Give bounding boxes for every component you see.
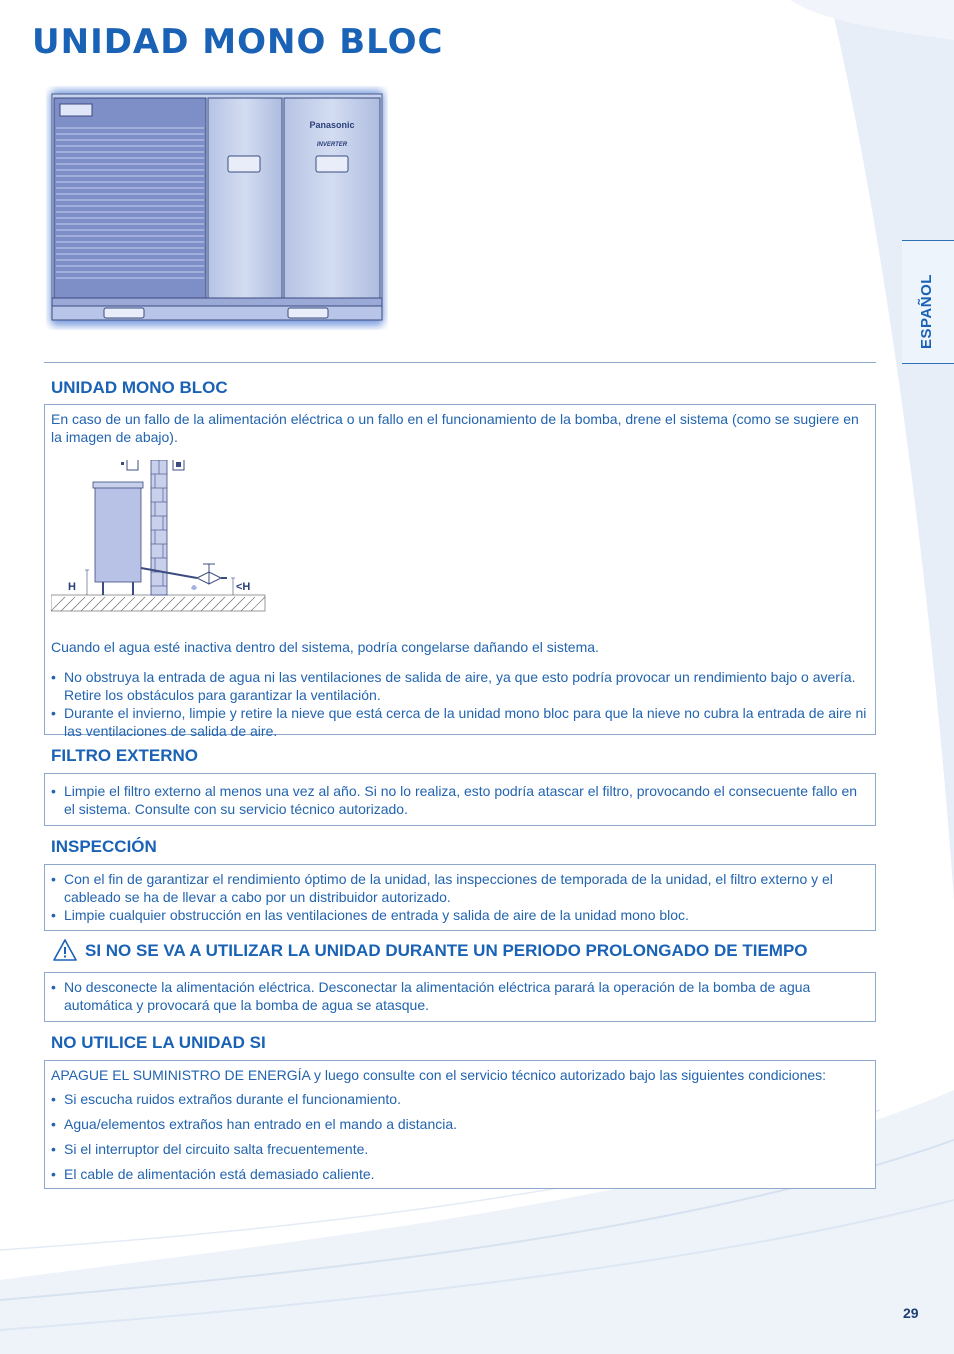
page-title: UNIDAD MONO BLOC bbox=[32, 22, 444, 62]
list-item: • Limpie cualquier obstrucción en las ventilaciones de entrada y salida de aire de la unidad mono bloc. bbox=[51, 906, 869, 924]
filter-bullets bbox=[51, 782, 869, 818]
list-item: • Si el interruptor del circuito salta frecuentemente. bbox=[51, 1140, 869, 1158]
list-item: • No desconecte la alimentación eléctrica. Desconectar la alimentación eléctrica parará la operación de la bomba de agua automática y provocará que la bomba de agua se atasque. bbox=[51, 978, 869, 1014]
mono-bloc-box bbox=[44, 404, 876, 739]
svg-text:INVERTER: INVERTER bbox=[316, 142, 348, 148]
list-item: • Agua/elementos extraños han entrado en el mando a distancia. bbox=[51, 1115, 869, 1133]
svg-text:H: H bbox=[68, 581, 76, 593]
long-period-bullets bbox=[51, 978, 869, 1014]
section-heading-mono-bloc: UNIDAD MONO BLOC bbox=[51, 378, 228, 397]
divider bbox=[44, 362, 876, 363]
list-item: • No obstruya la entrada de agua ni las ventilaciones de salida de aire, ya que esto podría provocar un rendimiento bajo o avería. Retire los obstáculos para garantizar la ventilación. bbox=[51, 668, 869, 704]
inspection-bullets bbox=[51, 870, 869, 924]
do-not-use-box bbox=[44, 1060, 876, 1189]
language-label: ESPAÑOL bbox=[918, 274, 935, 349]
warning-icon bbox=[52, 938, 78, 962]
list-item: • Durante el invierno, limpie y retire la nieve que está cerca de la unidad mono bloc para que la nieve no cubra la entrada de aire ni las ventilaciones de salida de aire. bbox=[51, 704, 869, 740]
list-item: • Con el fin de garantizar el rendimiento óptimo de la unidad, las inspecciones de temporada de la unidad, el filtro externo y el cableado se ha de llevar a cabo por un distribuidor autorizado. bbox=[51, 870, 869, 906]
mono-bloc-unit-illustration bbox=[46, 86, 388, 330]
list-item: • El cable de alimentación está demasiado caliente. bbox=[51, 1165, 869, 1183]
long-period-box bbox=[44, 972, 876, 1022]
mono-bloc-intro: En caso de un fallo de la alimentación eléctrica o un fallo en el funcionamiento de la bomba, drene el sistema (como se sugiere en la imagen de abajo). bbox=[51, 411, 859, 445]
section-heading-do-not-use: NO UTILICE LA UNIDAD SI bbox=[51, 1033, 266, 1052]
section-heading-long-period: SI NO SE VA A UTILIZAR LA UNIDAD DURANTE UN PERIODO PROLONGADO DE TIEMPO bbox=[85, 941, 808, 960]
svg-text:Panasonic: Panasonic bbox=[309, 120, 355, 130]
do-not-use-bullets bbox=[51, 1090, 869, 1183]
inspection-box bbox=[44, 864, 876, 931]
page-number: 29 bbox=[903, 1305, 919, 1321]
list-item: • Si escucha ruidos extraños durante el funcionamiento. bbox=[51, 1090, 869, 1108]
section-heading-inspection: INSPECCIÓN bbox=[51, 837, 157, 856]
mono-bloc-bullets bbox=[51, 668, 869, 740]
list-item: • Limpie el filtro externo al menos una vez al año. Si no lo realiza, esto podría atascar el filtro, provocando el consecuente fallo en el sistema. Consulte con su servicio técnico autorizado. bbox=[51, 782, 869, 818]
mono-bloc-note: Cuando el agua esté inactiva dentro del sistema, podría congelarse dañando el sistema. bbox=[51, 639, 599, 655]
do-not-use-intro: APAGUE EL SUMINISTRO DE ENERGÍA y luego consulte con el servicio técnico autorizado bajo las siguientes condiciones: bbox=[51, 1067, 827, 1083]
filter-box bbox=[44, 773, 876, 826]
section-heading-filter: FILTRO EXTERNO bbox=[51, 746, 199, 765]
language-tab bbox=[902, 240, 954, 364]
svg-text:<H: <H bbox=[236, 581, 251, 593]
drain-diagram bbox=[51, 460, 267, 620]
